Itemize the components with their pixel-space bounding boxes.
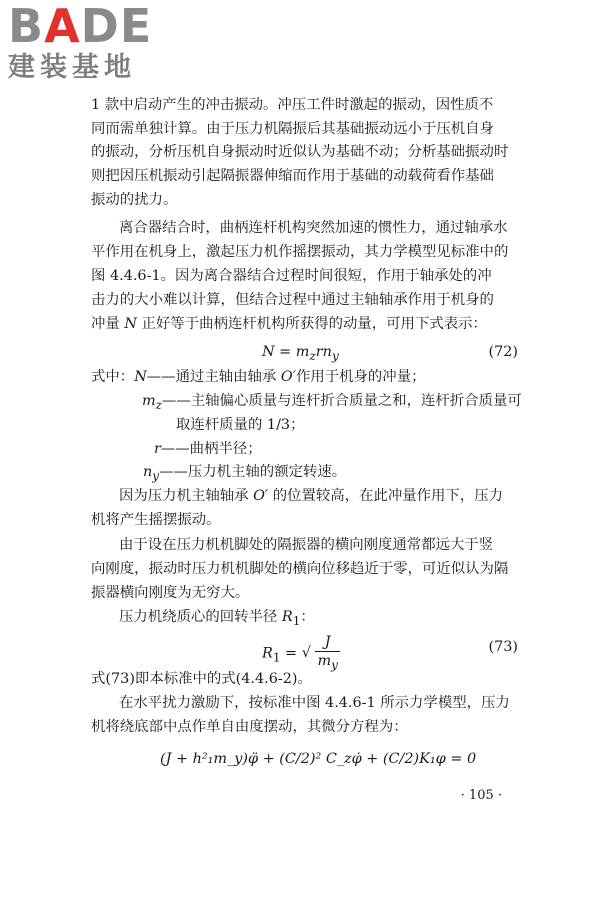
sqrt-symbol: √ xyxy=(301,645,311,662)
text-line: 压力机绕质心的回转半径 $R_1$： xyxy=(119,609,315,628)
fraction: $\frac{J}{m_y}$ xyxy=(317,634,338,672)
text-line: 在水平扰力激励下，按标准中图 4.4.6-1 所示力学模型，压力 xyxy=(119,695,510,711)
definition-line: 式中：N——通过主轴由轴承 O′作用于机身的冲量； xyxy=(91,369,426,385)
text-line: 向刚度，振动时压力机机脚处的横向位移趋近于零，可近似认为隔 xyxy=(91,561,509,577)
text-line: 因为压力机主轴轴承 O′ 的位置较高，在此冲量作用下，压力 xyxy=(119,488,503,504)
text-line: 同而需单独计算。由于压力机隔振后其基础振动远小于压机自身 xyxy=(91,121,494,137)
logo-wordmark: BADE xyxy=(8,0,153,53)
differential-equation: (J + h²₁m_y)φ̈ + (C/2)² C_zφ̇ + (C/2)K₁φ = 0 xyxy=(160,751,477,767)
text-line: 振动的扰力。 xyxy=(91,192,178,208)
text-line: 击力的大小难以计算，但结合过程中通过主轴轴承作用于机身的 xyxy=(91,292,494,308)
equation-72: $N = m_zrn_y$ xyxy=(262,344,339,363)
equation-number-72: (72) xyxy=(488,344,518,360)
text-line: 由于设在压力机机脚处的隔振器的横向刚度通常都远大于竖 xyxy=(119,537,494,553)
logo-subtitle: 建装基地 xyxy=(8,52,136,83)
text-line: 1 款中启动产生的冲击振动。冲压工件时激起的振动，因性质不 xyxy=(91,97,494,113)
definition-line: 取连杆质量的 1/3； xyxy=(176,417,305,433)
text-line: 振器横向刚度为无穷大。 xyxy=(91,585,250,601)
page-number: · 105 · xyxy=(460,788,502,803)
text-line: 图 4.4.6-1。因为离合器结合过程时间很短，作用于轴承处的冲 xyxy=(91,268,492,284)
definition-line: r——曲柄半径； xyxy=(154,441,262,457)
text-line: 的振动，分析压机自身振动时近似认为基础不动；分析基础振动时 xyxy=(91,144,509,160)
text-line: 机将产生摇摆振动。 xyxy=(91,512,221,528)
text-line: 冲量 N 正好等于曲柄连杆机构所获得的动量，可用下式表示： xyxy=(91,316,487,332)
text-line: 则把因压机振动引起隔振器伸缩而作用于基础的动载荷看作基础 xyxy=(91,168,494,184)
equation-73: $R_1$ = √ $\frac{J}{m_y}$ xyxy=(262,634,338,672)
definition-line: $m_z——$主轴偏心质量与连杆折合质量之和，连杆折合质量可 xyxy=(142,393,522,412)
equation-number-73: (73) xyxy=(488,639,518,655)
text-line: 式(73)即本标准中的式(4.4.6-2)。 xyxy=(91,671,312,687)
text-line: 平作用在机身上，激起压力机作摇摆振动，其力学模型见标准中的 xyxy=(91,244,509,260)
definition-line: $n_y——$压力机主轴的额定转速。 xyxy=(143,464,347,483)
text-line: 离合器结合时，曲柄连杆机构突然加速的惯性力，通过轴承水 xyxy=(119,220,508,236)
text-line: 机将绕底部中点作单自由度摆动，其微分方程为： xyxy=(91,719,408,735)
